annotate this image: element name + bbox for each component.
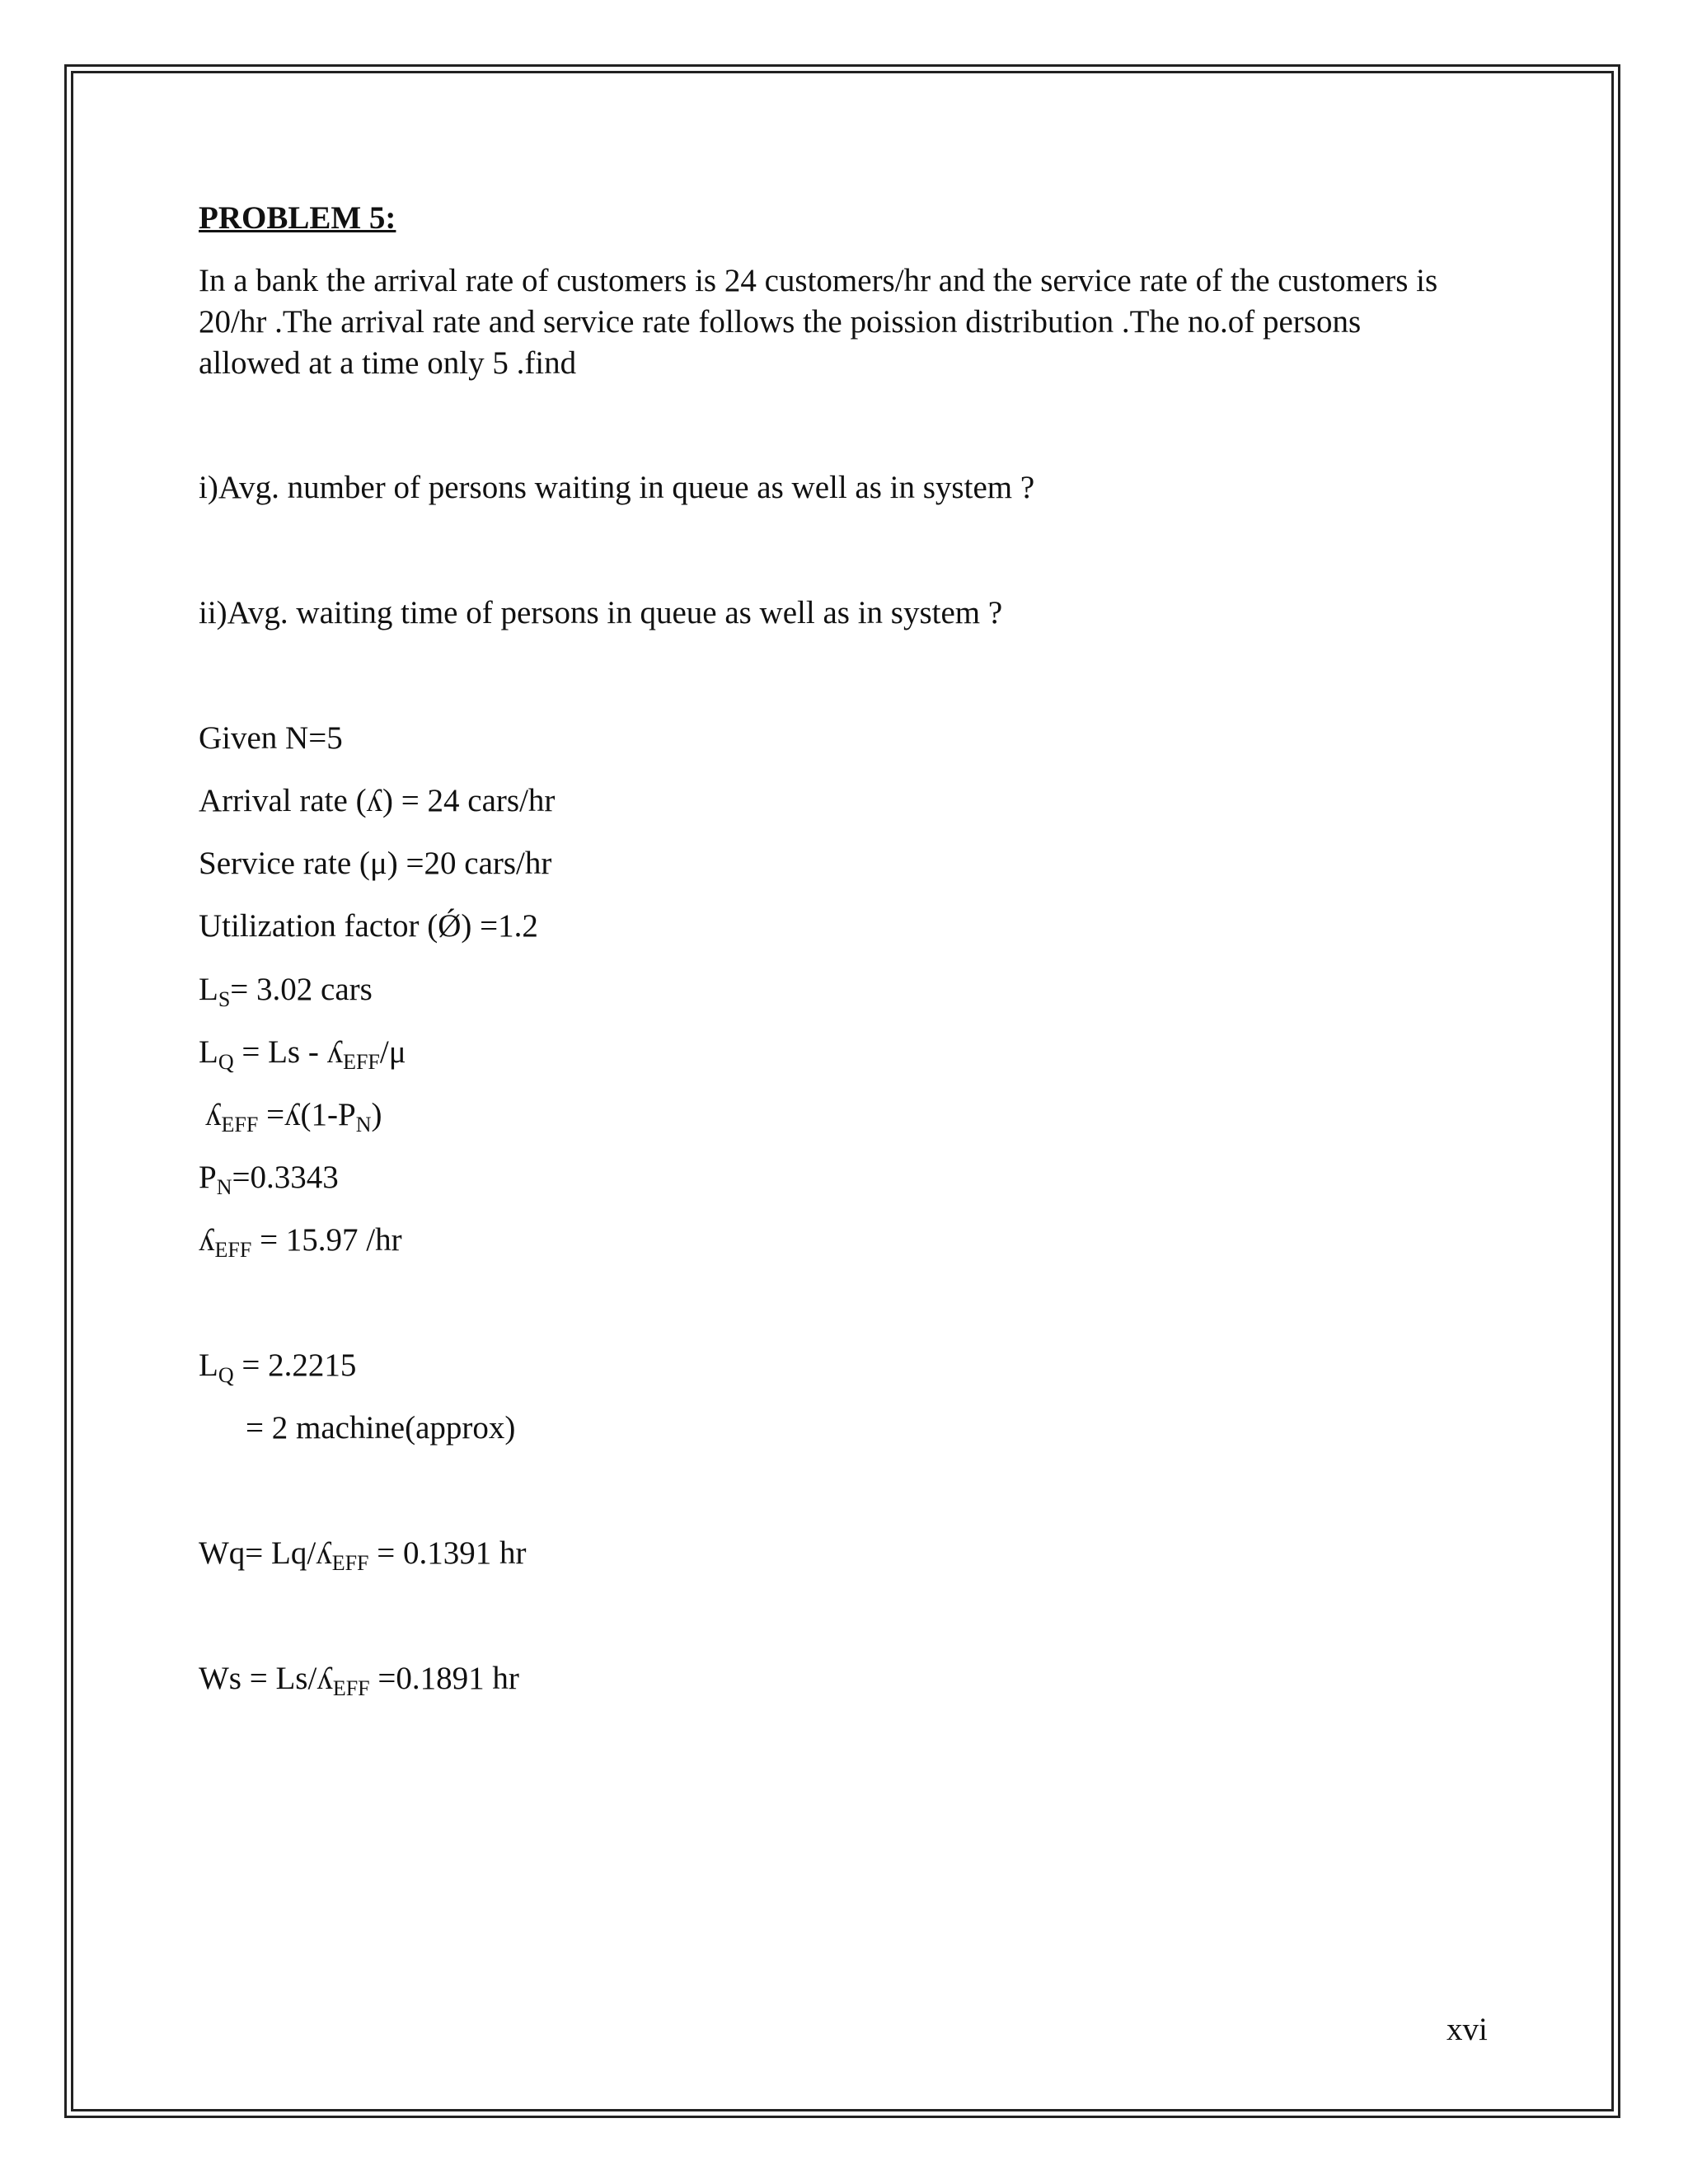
problem-line-1: In a bank the arrival rate of customers is 24 customers/hr and the service rate of the customers is xyxy=(199,263,1438,298)
arrival-rate: Arrival rate (ʎ) = 24 cars/hr xyxy=(199,783,556,818)
pn-value: $P_N=0.3343$ xyxy=(199,1160,339,1199)
leff-formula: ʎ$_{EFF}$ $=ʎ(1-P_N)$ xyxy=(205,1097,382,1137)
utilization-factor: Utilization factor (Ǿ) =1.2 xyxy=(199,908,538,944)
problem-title: PROBLEM 5: xyxy=(199,200,396,236)
lq-value: $L_Q = 2.2215$ xyxy=(199,1347,357,1387)
ws-line: Ws = Ls/ʎ$_{EFF}$ =0.1891 hr xyxy=(199,1661,519,1700)
page-number: xvi xyxy=(1447,2012,1488,2047)
problem-statement xyxy=(199,260,1437,384)
wq-line: Wq= Lq/ʎ$_{EFF}$ = 0.1391 hr xyxy=(199,1535,527,1575)
lq-approx: = 2 machine(approx) xyxy=(246,1410,516,1446)
given-n: Given N=5 xyxy=(199,720,343,756)
lq-formula: $L_Q = Ls$ - ʎ$_{EFF}$/μ xyxy=(199,1034,406,1074)
service-rate: Service rate (μ) =20 cars/hr xyxy=(199,846,552,881)
problem-line-2: 20/hr .The arrival rate and service rate follows the poission distribution .The no.of persons xyxy=(199,304,1362,340)
ls-line: $L_S= 3.02$ cars xyxy=(199,972,373,1011)
problem-line-3: allowed at a time only 5 .find xyxy=(199,345,577,381)
question-2: ii)Avg. waiting time of persons in queue as well as in system ? xyxy=(199,595,1003,630)
leff-value: ʎ$_{EFF}$ = 15.97 /hr xyxy=(199,1222,402,1262)
question-1: i)Avg. number of persons waiting in queue as well as in system ? xyxy=(199,470,1035,505)
